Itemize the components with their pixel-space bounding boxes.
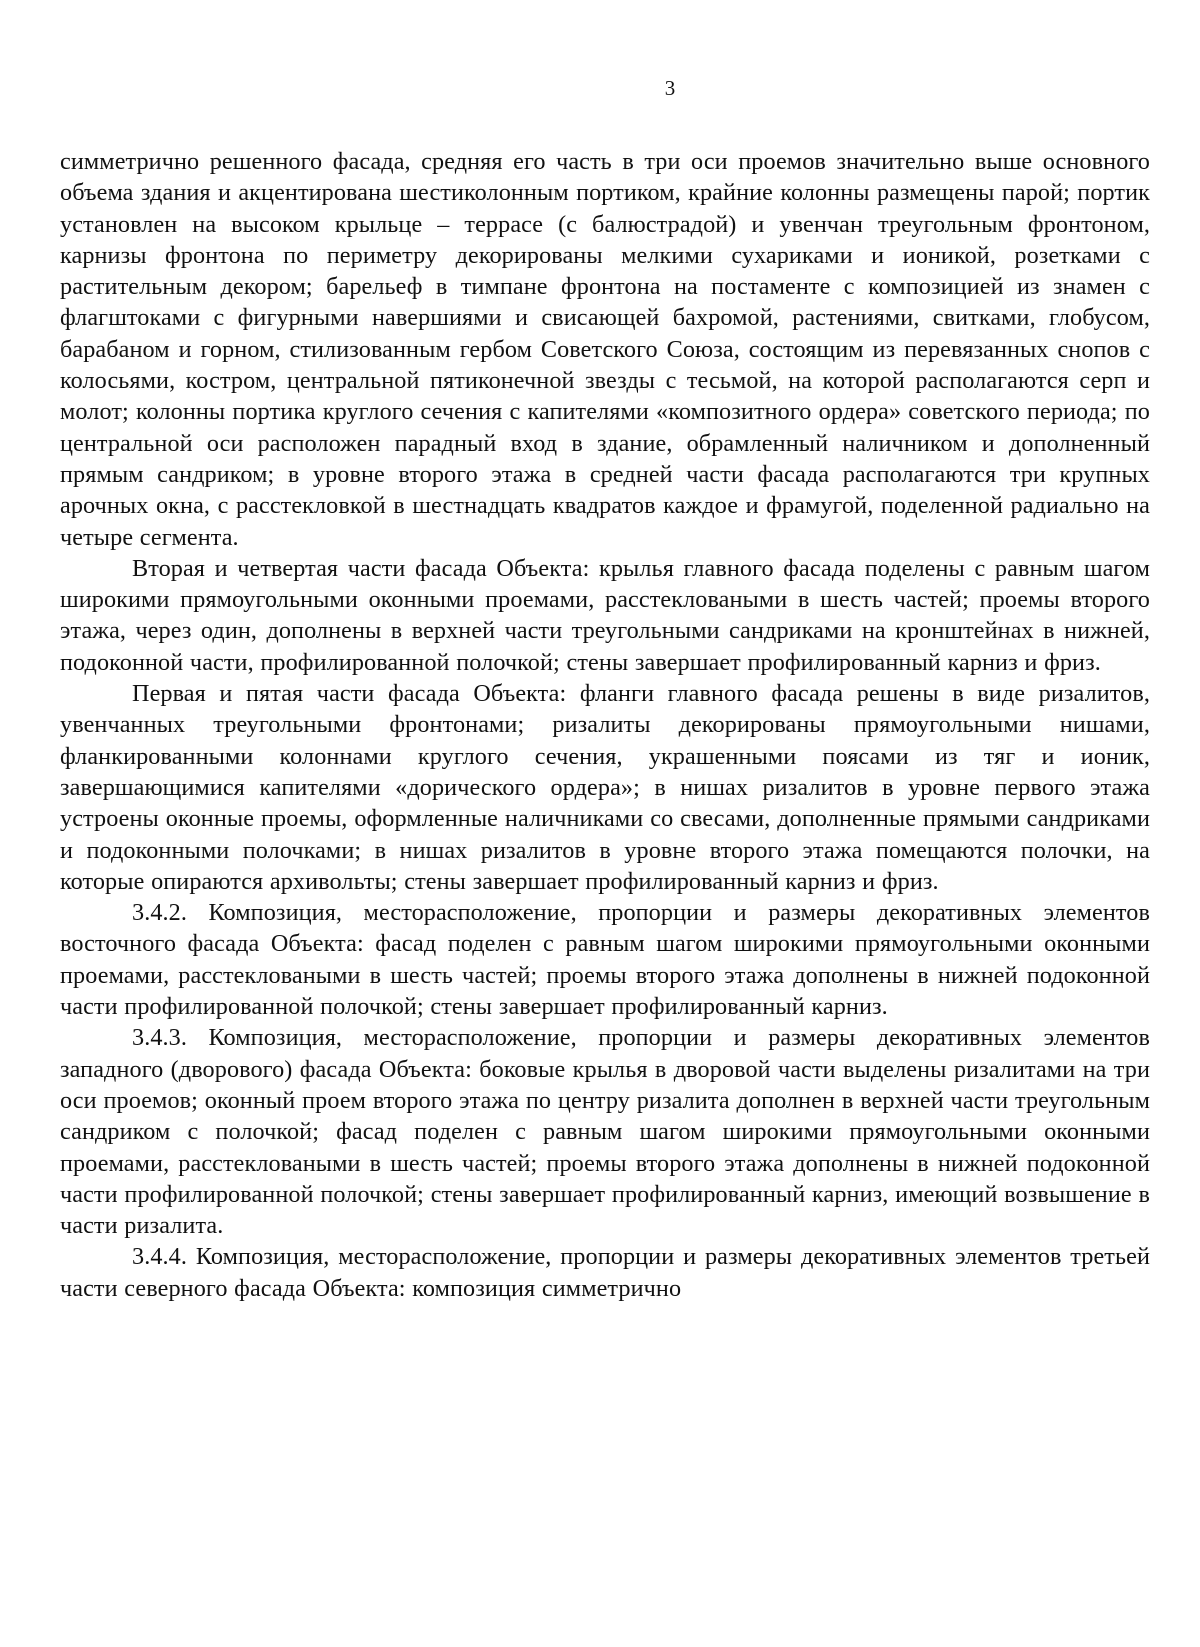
paragraph-section-3-4-2: 3.4.2. Композиция, месторасположение, пропорции и размеры декоративных элементов восточного фасада Объекта: фасад поделен с равным шагом широкими прямоугольными оконными проемами, расстекловаными в шесть частей; проемы второго этажа дополнены в нижней подоконной части профилированной полочкой; стены завершает профилированный карниз. — [60, 899, 1150, 1021]
paragraph-first-fifth-parts: Первая и пятая части фасада Объекта: фланги главного фасада решены в виде ризалитов, увенчанных треугольными фронтонами; ризалиты декорированы прямоугольными нишами, фланкированными колоннами круглого сечения, украшенными поясами из тяг и ионик, завершающимися капителями «дорического ордера»; в нишах ризалитов в уровне первого этажа устроены оконные проемы, оформленные наличниками со свесами, дополненные прямыми сандриками и подоконными полочками; в нишах ризалитов в уровне второго этажа помещаются полочки, на которые опираются архивольты; стены завершает профилированный карниз и фриз. — [60, 680, 1150, 895]
paragraph-second-fourth-parts: Вторая и четвертая части фасада Объекта: крылья главного фасада поделены с равным шагом широкими прямоугольными оконными проемами, расстекловаными в шесть частей; проемы второго этажа, через один, дополнены в верхней части треугольными сандриками на кронштейнах в нижней, подоконной части, профилированной полочкой; стены завершает профилированный карниз и фриз. — [60, 554, 1150, 676]
paragraph-facade-center-continuation: симметрично решенного фасада, средняя его часть в три оси проемов значительно выше основного объема здания и акцентирована шестиколонным портиком, крайние колонны размещены парой; портик установлен на высоком крыльце – террасе (с балюстрадой) и увенчан треугольным фронтоном, карнизы фронтона по периметру декорированы мелкими сухариками и ионикой, розетками с растительным декором; барельеф в тимпане фронтона на постаменте с композицией из знамен с флагштоками с фигурными навершиями и свисающей бахромой, растениями, свитками, глобусом, барабаном и горном, стилизованным гербом Советского Союза, состоящим из перевязанных снопов с колосьями, костром, центральной пятиконечной звезды с тесьмой, на которой располагаются серп и молот; колонны портика круглого сечения с капителями «композитного ордера» советского периода; по центральной оси расположен парадный вход в здание, обрамленный наличником и дополненный прямым сандриком; в уровне второго этажа в средней части фасада располагаются три крупных арочных окна, с расстекловкой в шестнадцать квадратов каждое и фрамугой, поделенной радиально на четыре сегмента. — [60, 148, 1150, 551]
document-body — [60, 146, 1150, 1304]
paragraph-section-3-4-3: 3.4.3. Композиция, месторасположение, пропорции и размеры декоративных элементов западного (дворового) фасада Объекта: боковые крылья в дворовой части выделены ризалитами на три оси проемов; оконный проем второго этажа по центру ризалита дополнен в верхней части треугольным сандриком с полочкой; фасад поделен с равным шагом широкими прямоугольными оконными проемами, расстекловаными в шесть частей; проемы второго этажа дополнены в нижней подоконной части профилированной полочкой; стены завершает профилированный карниз, имеющий возвышение в части ризалита. — [60, 1024, 1150, 1240]
page-number: 3 — [664, 76, 676, 100]
paragraph-section-3-4-4: 3.4.4. Композиция, месторасположение, пропорции и размеры декоративных элементов третьей части северного фасада Объекта: композиция симметрично — [60, 1243, 1150, 1302]
